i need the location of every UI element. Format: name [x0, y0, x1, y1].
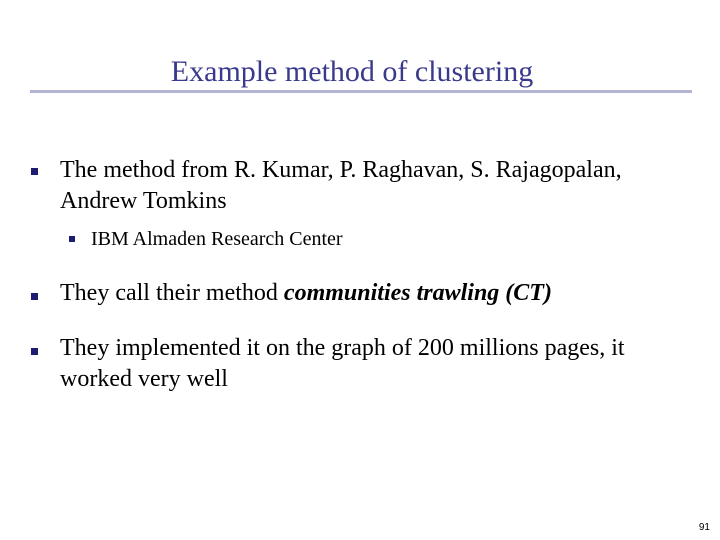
sub-bullet-1: IBM Almaden Research Center — [91, 228, 343, 250]
bullet-1: The method from R. Kumar, P. Raghavan, S. Rajagopalan, Andrew Tomkins — [60, 157, 622, 214]
page-number: 91 — [698, 522, 710, 533]
bullet-2-prefix: They call their method — [60, 280, 284, 306]
bullet-marker-1 — [31, 168, 38, 175]
bullet-3: They implemented it on the graph of 200 millions pages, it worked very well — [60, 335, 625, 392]
bullet-2-emphasis: communities trawling (CT) — [283, 280, 552, 306]
title-divider — [30, 90, 692, 93]
bullet-marker-3 — [31, 348, 38, 355]
bullet-marker-2 — [31, 293, 38, 300]
slide-title: Example method of clustering — [170, 55, 534, 88]
bullet-2 — [60, 278, 680, 309]
sub-bullet-marker-1 — [69, 236, 75, 242]
